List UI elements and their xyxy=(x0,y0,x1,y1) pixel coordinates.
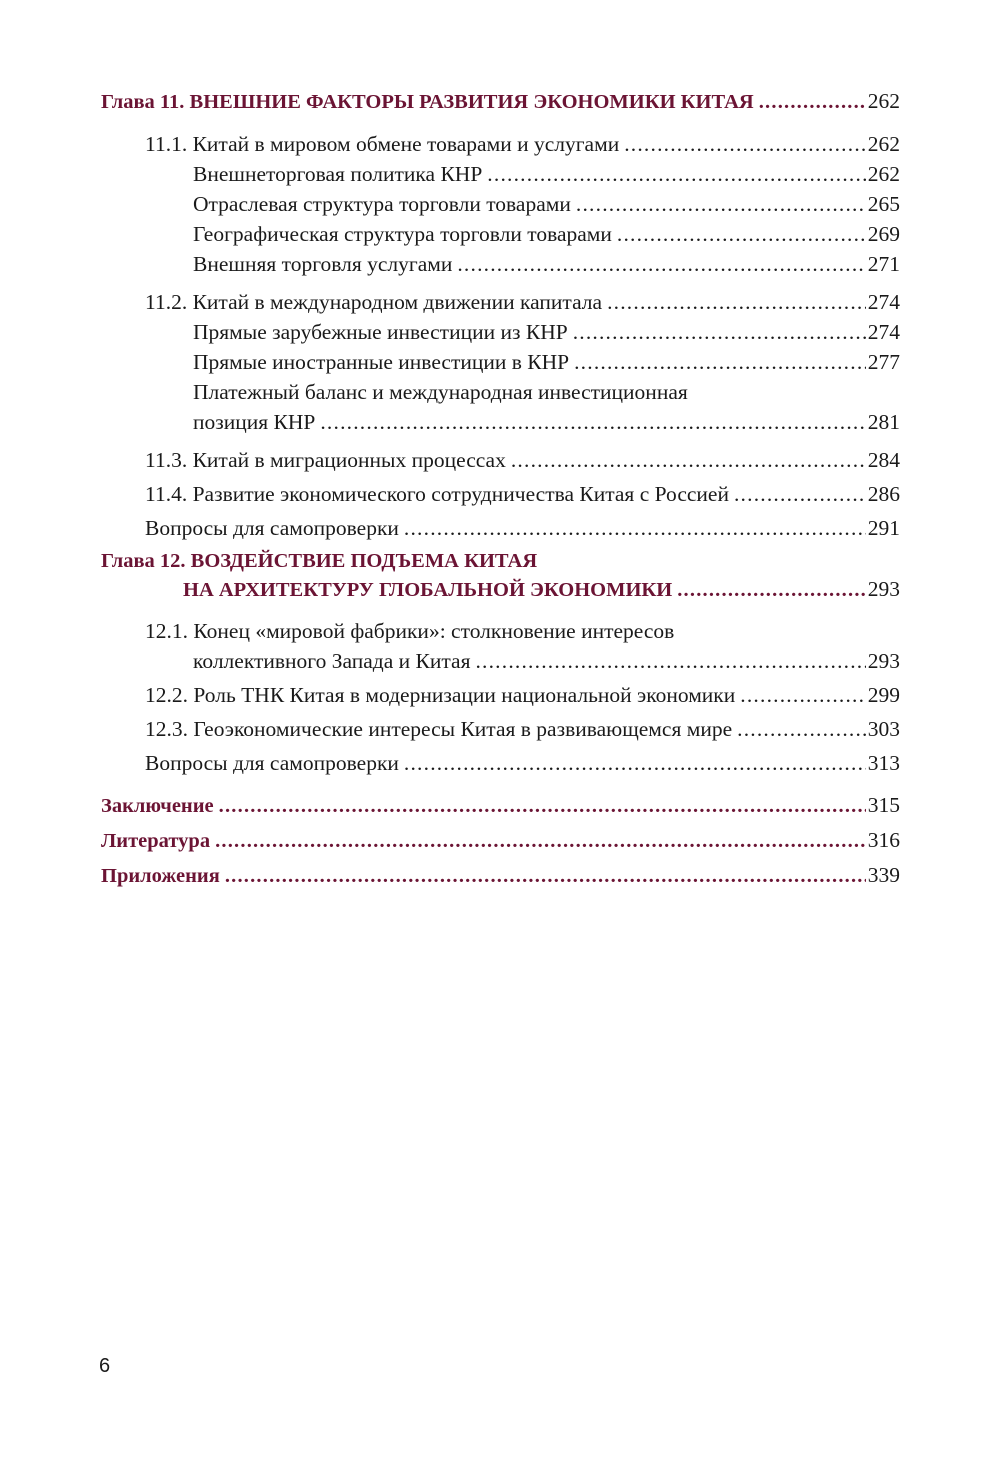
toc-chapter-11[interactable] xyxy=(101,86,900,117)
leader-dots xyxy=(740,680,865,710)
leader-dots xyxy=(320,407,865,437)
toc-entry-page: 271 xyxy=(867,252,900,276)
toc-entry-title: Глава 11. ВНЕШНИЕ ФАКТОРЫ РАЗВИТИЯ ЭКОНОМИКИ КИТАЯ xyxy=(101,91,754,113)
toc-subsection[interactable] xyxy=(101,249,900,279)
leader-dots xyxy=(225,861,866,891)
toc-entry-title: НА АРХИТЕКТУРУ ГЛОБАЛЬНОЙ ЭКОНОМИКИ xyxy=(183,579,673,601)
toc-entry-page: 262 xyxy=(867,162,900,186)
toc-subsection[interactable] xyxy=(101,159,900,189)
toc-chapter-12-line1[interactable]: Глава 12. ВОЗДЕЙСТВИЕ ПОДЪЕМА КИТАЯ xyxy=(101,550,538,572)
page-number: 6 xyxy=(99,1355,111,1377)
toc-entry-page: 269 xyxy=(867,222,900,246)
toc-entry-page: 286 xyxy=(867,482,900,506)
toc-entry-page: 284 xyxy=(867,448,900,472)
leader-dots xyxy=(404,748,866,778)
toc-subsection[interactable] xyxy=(101,317,900,347)
leader-dots xyxy=(607,287,866,317)
leader-dots xyxy=(475,646,865,676)
toc-entry-title: 11.4. Развитие экономического сотрудничества Китая с Россией xyxy=(145,482,729,506)
toc-entry-title: Внешняя торговля услугами xyxy=(193,252,453,276)
toc-subsection[interactable] xyxy=(101,219,900,249)
toc-chapter-12[interactable] xyxy=(101,575,900,604)
toc-entry-page: 274 xyxy=(867,320,900,344)
toc-entry-title: Вопросы для самопроверки xyxy=(145,516,399,540)
toc-entry-title: Внешнеторговая политика КНР xyxy=(193,162,483,186)
toc-entry-page: 262 xyxy=(867,132,900,156)
toc-entry-page: 291 xyxy=(867,516,900,540)
leader-dots xyxy=(573,317,866,347)
toc-section-12-3[interactable] xyxy=(101,714,900,744)
toc-entry-title: 11.2. Китай в международном движении капитала xyxy=(145,290,603,314)
toc-section-11-2[interactable] xyxy=(101,287,900,317)
toc-entry-page: 262 xyxy=(867,89,900,113)
leader-dots xyxy=(734,479,866,509)
toc-entry-title: 12.2. Роль ТНК Китая в модернизации национальной экономики xyxy=(145,683,736,707)
toc-entry-title: Вопросы для самопроверки xyxy=(145,751,399,775)
toc-entry-page: 274 xyxy=(867,290,900,314)
toc-conclusion[interactable] xyxy=(101,790,900,821)
toc-section-11-4[interactable] xyxy=(101,479,900,509)
toc-section-12-1-line1[interactable]: 12.1. Конец «мировой фабрики»: столкновение интересов xyxy=(145,619,675,643)
toc-entry-page: 303 xyxy=(867,717,900,741)
toc-section-12-2[interactable] xyxy=(101,680,900,710)
leader-dots xyxy=(404,513,866,543)
toc-entry-title: Заключение xyxy=(101,795,214,817)
toc-section-11-1[interactable] xyxy=(101,129,900,159)
toc-entry-title: Прямые зарубежные инвестиции из КНР xyxy=(193,320,568,344)
toc-subsection[interactable] xyxy=(101,347,900,377)
table-of-contents xyxy=(101,86,900,891)
leader-dots xyxy=(219,791,866,821)
toc-questions-11[interactable] xyxy=(101,513,900,543)
toc-entry-page: 265 xyxy=(867,192,900,216)
toc-section-11-3[interactable] xyxy=(101,445,900,475)
leader-dots xyxy=(759,87,866,117)
toc-section-12-1[interactable] xyxy=(101,646,900,676)
leader-dots xyxy=(574,347,866,377)
toc-entry-title: 11.3. Китай в миграционных процессах xyxy=(145,448,506,472)
leader-dots xyxy=(511,445,866,475)
toc-entry-page: 299 xyxy=(867,683,900,707)
toc-entry-title: Отраслевая структура торговли товарами xyxy=(193,192,571,216)
toc-entry-page: 277 xyxy=(867,350,900,374)
toc-entry-title: Географическая структура торговли товарами xyxy=(193,222,612,246)
leader-dots xyxy=(624,129,866,159)
toc-entry-title: Прямые иностранные инвестиции в КНР xyxy=(193,350,570,374)
toc-entry-page: 281 xyxy=(867,410,900,434)
toc-entry-page: 293 xyxy=(867,577,900,601)
toc-entry-title: Литература xyxy=(101,830,211,852)
leader-dots xyxy=(617,219,866,249)
toc-entry-title: Приложения xyxy=(101,865,220,887)
leader-dots xyxy=(677,576,866,604)
toc-entry-title: коллективного Запада и Китая xyxy=(193,649,471,673)
leader-dots xyxy=(576,189,866,219)
toc-entry-page: 315 xyxy=(867,793,900,817)
leader-dots xyxy=(215,826,866,856)
toc-entry-title: позиция КНР xyxy=(193,410,316,434)
toc-entry-page: 339 xyxy=(867,863,900,887)
leader-dots xyxy=(457,249,865,279)
toc-entry-page: 316 xyxy=(867,828,900,852)
toc-questions-12[interactable] xyxy=(101,748,900,778)
toc-entry-title: 12.3. Геоэкономические интересы Китая в развивающемся мире xyxy=(145,717,733,741)
toc-entry-page: 293 xyxy=(867,649,900,673)
toc-entry-title: 11.1. Китай в мировом обмене товарами и услугами xyxy=(145,132,620,156)
leader-dots xyxy=(737,714,866,744)
toc-subsection-line1[interactable]: Платежный баланс и международная инвестиционная xyxy=(193,380,688,404)
toc-entry-page: 313 xyxy=(867,751,900,775)
toc-appendices[interactable] xyxy=(101,860,900,891)
toc-subsection[interactable] xyxy=(101,189,900,219)
leader-dots xyxy=(487,159,865,189)
toc-literature[interactable] xyxy=(101,825,900,856)
toc-subsection[interactable] xyxy=(101,407,900,437)
